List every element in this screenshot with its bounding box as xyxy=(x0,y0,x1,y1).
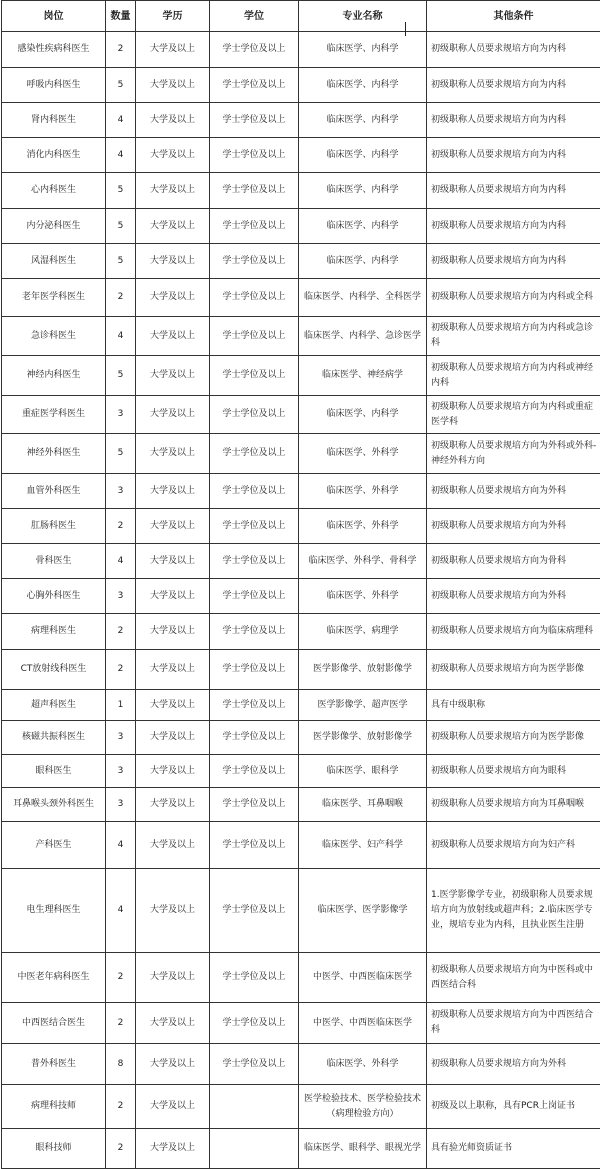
cell-major: 医学影像学、放射影像学 xyxy=(299,721,427,755)
cell-major: 医学影像学、超声医学 xyxy=(299,690,427,721)
cell-education: 大学及以上 xyxy=(136,68,210,103)
cell-other: 初级职称人员要求规培方向为内科 xyxy=(427,209,600,244)
cell-count: 2 xyxy=(106,32,136,68)
cell-count: 5 xyxy=(106,244,136,279)
table-row xyxy=(2,614,600,650)
cell-other: 初级职称人员要求规培方向为外科 xyxy=(427,509,600,544)
cell-education: 大学及以上 xyxy=(136,822,210,869)
table-row xyxy=(2,474,600,509)
cell-count: 4 xyxy=(106,544,136,579)
cell-major: 临床医学、外科学 xyxy=(299,579,427,614)
cell-position: CT放射线科医生 xyxy=(2,650,106,690)
cell-degree: 学士学位及以上 xyxy=(210,755,299,788)
cell-major: 临床医学、内科学、全科医学 xyxy=(299,279,427,317)
cell-count: 3 xyxy=(106,579,136,614)
cell-education: 大学及以上 xyxy=(136,209,210,244)
cell-education: 大学及以上 xyxy=(136,474,210,509)
cell-degree xyxy=(210,1085,299,1129)
cell-position: 电生理科医生 xyxy=(2,869,106,953)
cell-position: 重症医学科医生 xyxy=(2,396,106,434)
cell-position: 内分泌科医生 xyxy=(2,209,106,244)
table-row xyxy=(2,755,600,788)
cell-position: 心胸外科医生 xyxy=(2,579,106,614)
cell-degree: 学士学位及以上 xyxy=(210,822,299,869)
table-row xyxy=(2,434,600,474)
table-row xyxy=(2,544,600,579)
cell-count: 3 xyxy=(106,474,136,509)
cell-education: 大学及以上 xyxy=(136,1044,210,1085)
cell-other: 初级职称人员要求规培方向为内科 xyxy=(427,138,600,173)
cell-major: 临床医学、内科学 xyxy=(299,173,427,209)
cell-major: 临床医学、外科学 xyxy=(299,509,427,544)
cell-position: 老年医学科医生 xyxy=(2,279,106,317)
table-row xyxy=(2,396,600,434)
cell-other: 初级职称人员要求规培方向为内科 xyxy=(427,173,600,209)
text-cursor xyxy=(405,22,406,36)
cell-major: 临床医学、耳鼻咽喉 xyxy=(299,788,427,822)
cell-major: 临床医学、内科学 xyxy=(299,244,427,279)
cell-count: 4 xyxy=(106,822,136,869)
cell-count: 2 xyxy=(106,1129,136,1169)
cell-position: 超声科医生 xyxy=(2,690,106,721)
table-row xyxy=(2,1044,600,1085)
cell-education: 大学及以上 xyxy=(136,356,210,396)
header-degree: 学位 xyxy=(210,1,299,32)
cell-education: 大学及以上 xyxy=(136,650,210,690)
cell-other: 具有验光师资质证书 xyxy=(427,1129,600,1169)
cell-count: 2 xyxy=(106,509,136,544)
cell-count: 8 xyxy=(106,1044,136,1085)
table-row xyxy=(2,279,600,317)
cell-degree: 学士学位及以上 xyxy=(210,32,299,68)
table-row xyxy=(2,721,600,755)
cell-position: 普外科医生 xyxy=(2,1044,106,1085)
cell-count: 2 xyxy=(106,650,136,690)
cell-education: 大学及以上 xyxy=(136,434,210,474)
cell-other: 初级职称人员要求规培方向为内科或重症医学科 xyxy=(427,396,600,434)
cell-other: 初级职称人员要求规培方向为眼科 xyxy=(427,755,600,788)
table-row xyxy=(2,209,600,244)
cell-other: 初级职称人员要求规培方向为医学影像 xyxy=(427,721,600,755)
table-row xyxy=(2,822,600,869)
cell-major: 临床医学、眼科学 xyxy=(299,755,427,788)
table-row xyxy=(2,68,600,103)
cell-degree: 学士学位及以上 xyxy=(210,1003,299,1044)
cell-degree: 学士学位及以上 xyxy=(210,209,299,244)
header-education: 学历 xyxy=(136,1,210,32)
table-row xyxy=(2,579,600,614)
cell-count: 3 xyxy=(106,396,136,434)
cell-education: 大学及以上 xyxy=(136,1085,210,1129)
cell-education: 大学及以上 xyxy=(136,317,210,356)
cell-degree xyxy=(210,1129,299,1169)
table-row xyxy=(2,317,600,356)
cell-other: 初级职称人员要求规培方向为妇产科 xyxy=(427,822,600,869)
cell-position: 感染性疾病科医生 xyxy=(2,32,106,68)
cell-degree: 学士学位及以上 xyxy=(210,68,299,103)
cell-position: 骨科医生 xyxy=(2,544,106,579)
cell-position: 神经外科医生 xyxy=(2,434,106,474)
cell-major: 临床医学、神经病学 xyxy=(299,356,427,396)
cell-education: 大学及以上 xyxy=(136,579,210,614)
cell-major: 临床医学、眼科学、眼视光学 xyxy=(299,1129,427,1169)
cell-count: 5 xyxy=(106,356,136,396)
cell-degree: 学士学位及以上 xyxy=(210,1044,299,1085)
table-row xyxy=(2,509,600,544)
cell-position: 核磁共振科医生 xyxy=(2,721,106,755)
cell-count: 5 xyxy=(106,434,136,474)
table-row xyxy=(2,356,600,396)
cell-count: 2 xyxy=(106,1003,136,1044)
cell-degree: 学士学位及以上 xyxy=(210,434,299,474)
cell-count: 4 xyxy=(106,869,136,953)
cell-count: 3 xyxy=(106,755,136,788)
cell-position: 急诊科医生 xyxy=(2,317,106,356)
table-header-row xyxy=(2,1,600,32)
cell-major: 临床医学、病理学 xyxy=(299,614,427,650)
cell-degree: 学士学位及以上 xyxy=(210,544,299,579)
cell-education: 大学及以上 xyxy=(136,721,210,755)
cell-education: 大学及以上 xyxy=(136,1129,210,1169)
cell-position: 眼科医生 xyxy=(2,755,106,788)
cell-major: 临床医学、外科学、骨科学 xyxy=(299,544,427,579)
cell-education: 大学及以上 xyxy=(136,614,210,650)
cell-major: 临床医学、内科学 xyxy=(299,209,427,244)
cell-count: 4 xyxy=(106,317,136,356)
cell-count: 3 xyxy=(106,721,136,755)
cell-education: 大学及以上 xyxy=(136,690,210,721)
cell-position: 消化内科医生 xyxy=(2,138,106,173)
cell-count: 2 xyxy=(106,953,136,1003)
cell-degree: 学士学位及以上 xyxy=(210,317,299,356)
cell-other: 初级职称人员要求规培方向为耳鼻咽喉 xyxy=(427,788,600,822)
cell-count: 1 xyxy=(106,690,136,721)
cell-education: 大学及以上 xyxy=(136,1003,210,1044)
cell-education: 大学及以上 xyxy=(136,32,210,68)
table-row xyxy=(2,869,600,953)
cell-other: 初级职称人员要求规培方向为中医科或中西医结合科 xyxy=(427,953,600,1003)
table-row xyxy=(2,1085,600,1129)
cell-count: 4 xyxy=(106,138,136,173)
cell-position: 心内科医生 xyxy=(2,173,106,209)
cell-count: 2 xyxy=(106,279,136,317)
cell-education: 大学及以上 xyxy=(136,244,210,279)
cell-other: 初级职称人员要求规培方向为内科或全科 xyxy=(427,279,600,317)
cell-other: 初级职称人员要求规培方向为医学影像 xyxy=(427,650,600,690)
cell-education: 大学及以上 xyxy=(136,509,210,544)
cell-degree: 学士学位及以上 xyxy=(210,579,299,614)
cell-education: 大学及以上 xyxy=(136,953,210,1003)
table-row xyxy=(2,138,600,173)
cell-degree: 学士学位及以上 xyxy=(210,396,299,434)
table-body xyxy=(2,32,600,1169)
cell-major: 医学检验技术、医学检验技术（病理检验方向） xyxy=(299,1085,427,1129)
cell-position: 风湿科医生 xyxy=(2,244,106,279)
cell-major: 中医学、中西医临床医学 xyxy=(299,1003,427,1044)
cell-other: 初级职称人员要求规培方向为外科 xyxy=(427,474,600,509)
cell-major: 临床医学、外科学 xyxy=(299,434,427,474)
cell-degree: 学士学位及以上 xyxy=(210,690,299,721)
table-row xyxy=(2,650,600,690)
cell-degree: 学士学位及以上 xyxy=(210,721,299,755)
cell-major: 临床医学、内科学 xyxy=(299,138,427,173)
cell-major: 临床医学、妇产科学 xyxy=(299,822,427,869)
cell-degree: 学士学位及以上 xyxy=(210,509,299,544)
cell-count: 5 xyxy=(106,173,136,209)
cell-other: 初级职称人员要求规培方向为临床病理科 xyxy=(427,614,600,650)
cell-major: 临床医学、内科学、急诊医学 xyxy=(299,317,427,356)
cell-other: 初级职称人员要求规培方向为外科或外科-神经外科方向 xyxy=(427,434,600,474)
cell-position: 肾内科医生 xyxy=(2,103,106,138)
cell-major: 临床医学、医学影像学 xyxy=(299,869,427,953)
table-row xyxy=(2,1003,600,1044)
cell-other: 初级职称人员要求规培方向为中西医结合科 xyxy=(427,1003,600,1044)
cell-degree: 学士学位及以上 xyxy=(210,356,299,396)
cell-major: 临床医学、内科学 xyxy=(299,68,427,103)
cell-position: 耳鼻喉头颈外科医生 xyxy=(2,788,106,822)
cell-other: 初级职称人员要求规培方向为内科或神经内科 xyxy=(427,356,600,396)
table-row xyxy=(2,244,600,279)
cell-major: 临床医学、外科学 xyxy=(299,474,427,509)
cell-position: 呼吸内科医生 xyxy=(2,68,106,103)
cell-other: 初级职称人员要求规培方向为内科 xyxy=(427,68,600,103)
cell-major: 临床医学、内科学 xyxy=(299,32,427,68)
cell-position: 中西医结合医生 xyxy=(2,1003,106,1044)
cell-other: 初级职称人员要求规培方向为内科 xyxy=(427,244,600,279)
cell-position: 中医老年病科医生 xyxy=(2,953,106,1003)
cell-degree: 学士学位及以上 xyxy=(210,650,299,690)
cell-major: 临床医学、内科学 xyxy=(299,396,427,434)
cell-other: 初级职称人员要求规培方向为内科 xyxy=(427,32,600,68)
cell-major: 医学影像学、放射影像学 xyxy=(299,650,427,690)
table-row xyxy=(2,788,600,822)
cell-major: 临床医学、外科学 xyxy=(299,1044,427,1085)
cell-degree: 学士学位及以上 xyxy=(210,244,299,279)
cell-position: 血管外科医生 xyxy=(2,474,106,509)
cell-position: 神经内科医生 xyxy=(2,356,106,396)
cell-other: 初级职称人员要求规培方向为骨科 xyxy=(427,544,600,579)
header-other: 其他条件 xyxy=(427,1,600,32)
cell-other: 初级职称人员要求规培方向为内科或急诊科 xyxy=(427,317,600,356)
cell-count: 4 xyxy=(106,103,136,138)
recruitment-table xyxy=(1,0,600,1169)
cell-other: 1.医学影像学专业，初级职称人员要求规培方向为放射线或超声科；2.临床医学专业，规培专业为内科，且执业医生注册 xyxy=(427,869,600,953)
cell-degree: 学士学位及以上 xyxy=(210,138,299,173)
cell-count: 2 xyxy=(106,1085,136,1129)
cell-count: 2 xyxy=(106,614,136,650)
cell-education: 大学及以上 xyxy=(136,544,210,579)
cell-education: 大学及以上 xyxy=(136,138,210,173)
cell-position: 病理科技师 xyxy=(2,1085,106,1129)
cell-major: 临床医学、内科学 xyxy=(299,103,427,138)
cell-degree: 学士学位及以上 xyxy=(210,103,299,138)
cell-education: 大学及以上 xyxy=(136,103,210,138)
table-row xyxy=(2,103,600,138)
cell-position: 眼科技师 xyxy=(2,1129,106,1169)
table-row xyxy=(2,32,600,68)
cell-degree: 学士学位及以上 xyxy=(210,474,299,509)
cell-degree: 学士学位及以上 xyxy=(210,788,299,822)
cell-degree: 学士学位及以上 xyxy=(210,869,299,953)
cell-other: 初级职称人员要求规培方向为外科 xyxy=(427,1044,600,1085)
header-position: 岗位 xyxy=(2,1,106,32)
cell-count: 3 xyxy=(106,788,136,822)
table-row xyxy=(2,690,600,721)
cell-education: 大学及以上 xyxy=(136,869,210,953)
cell-other: 初级职称人员要求规培方向为外科 xyxy=(427,579,600,614)
cell-count: 5 xyxy=(106,209,136,244)
cell-education: 大学及以上 xyxy=(136,279,210,317)
cell-position: 病理科医生 xyxy=(2,614,106,650)
cell-degree: 学士学位及以上 xyxy=(210,173,299,209)
header-count: 数量 xyxy=(106,1,136,32)
cell-major: 中医学、中西医临床医学 xyxy=(299,953,427,1003)
cell-education: 大学及以上 xyxy=(136,173,210,209)
cell-position: 产科医生 xyxy=(2,822,106,869)
table-row xyxy=(2,173,600,209)
cell-education: 大学及以上 xyxy=(136,396,210,434)
cell-degree: 学士学位及以上 xyxy=(210,614,299,650)
cell-degree: 学士学位及以上 xyxy=(210,953,299,1003)
cell-education: 大学及以上 xyxy=(136,755,210,788)
cell-education: 大学及以上 xyxy=(136,788,210,822)
cell-position: 肛肠科医生 xyxy=(2,509,106,544)
table-row xyxy=(2,1129,600,1169)
cell-other: 初级职称人员要求规培方向为内科 xyxy=(427,103,600,138)
cell-other: 具有中级职称 xyxy=(427,690,600,721)
table-row xyxy=(2,953,600,1003)
cell-degree: 学士学位及以上 xyxy=(210,279,299,317)
cell-count: 5 xyxy=(106,68,136,103)
cell-other: 初级及以上职称，具有PCR上岗证书 xyxy=(427,1085,600,1129)
header-major: 专业名称 xyxy=(299,1,427,32)
